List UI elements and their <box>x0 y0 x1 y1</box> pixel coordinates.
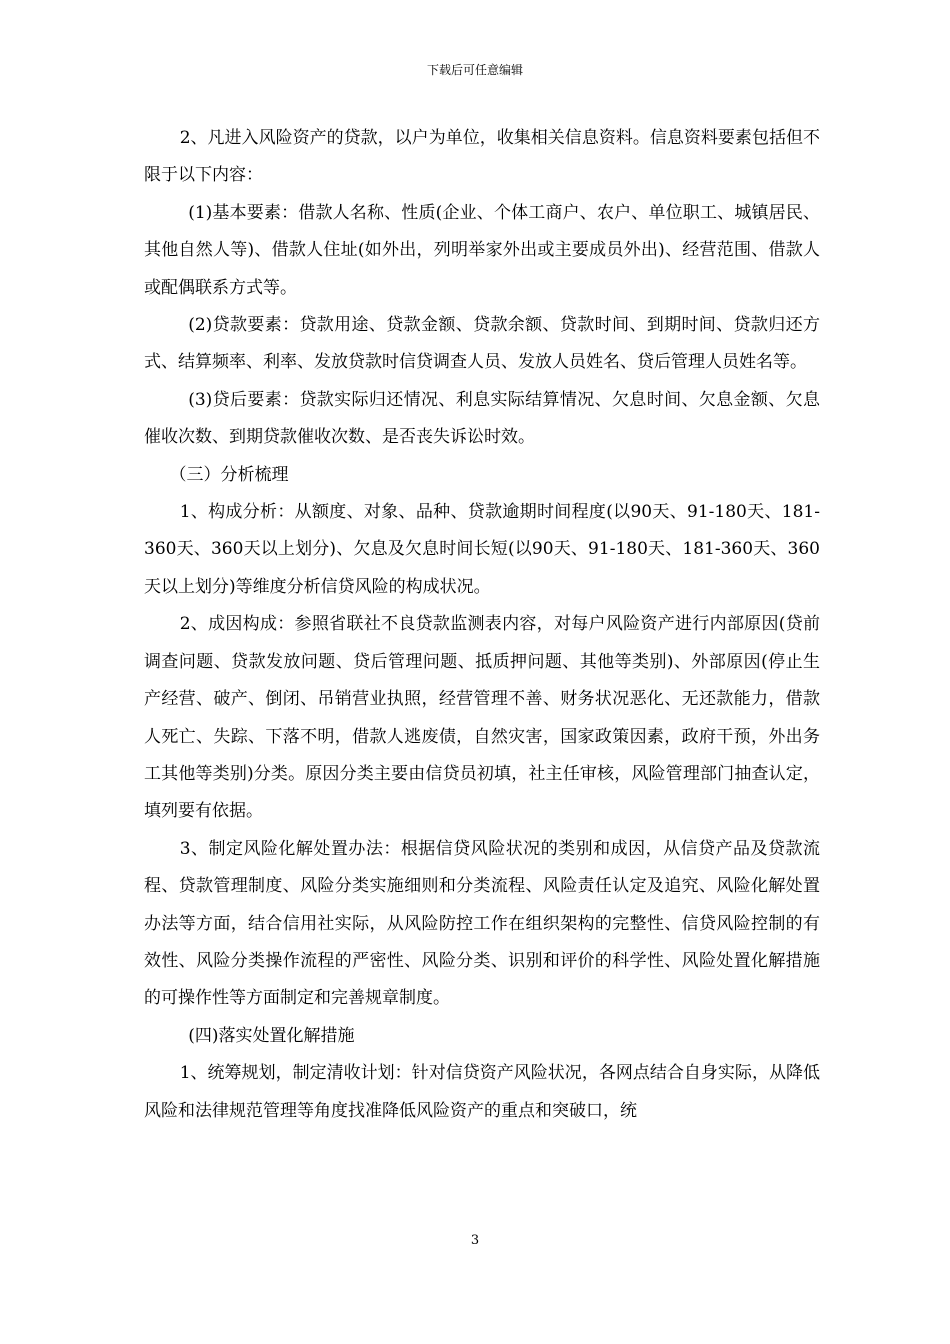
section-heading-analysis: （三）分析梳理 <box>169 464 289 485</box>
paragraph-disposal-methods: 3、制定风险化解处置办法：根据信贷风险状况的类别和成因，从信贷产品及贷款流程、贷款管理制度、风险分类实施细则和分类流程、风险责任认定及追究、风险化解处置办法等方面，结合信用社实际，从风险防控工作在组织架构的完整性、信贷风险控制的有效性、风险分类操作流程的严密性、风险分类、识别和评价的科学性、风险处置化解措施的可操作性等方面制定和完善规章制度。 <box>144 838 820 1009</box>
section-heading-implementation: (四)落实处置化解措施 <box>188 1025 355 1046</box>
paragraph-basic-elements: (1)基本要素：借款人名称、性质(企业、个体工商户、农户、单位职工、城镇居民、其他自然人等)、借款人住址(如外出，列明举家外出或主要成员外出)、经营范围、借款人或配偶联系方式等。 <box>144 202 820 298</box>
document-body <box>144 120 820 1130</box>
paragraph-cause-composition: 2、成因构成：参照省联社不良贷款监测表内容，对每户风险资产进行内部原因(贷前调查问题、贷款发放问题、贷后管理问题、抵质押问题、其他等类别)、外部原因(停止生产经营、破产、倒闭、吊销营业执照，经营管理不善、财务状况恶化、无还款能力，借款人死亡、失踪、下落不明，借款人逃废债，自然灾害，国家政策因素，政府干预，外出务工其他等类别)分类。原因分类主要由信贷员初填，社主任审核，风险管理部门抽查认定，填列要有依据。 <box>144 614 820 822</box>
paragraph-collection-plan: 1、统筹规划，制定清收计划：针对信贷资产风险状况，各网点结合自身实际，从降低风险和法律规范管理等角度找准降低风险资产的重点和突破口，统 <box>144 1063 820 1121</box>
paragraph-composition-analysis: 1、构成分析：从额度、对象、品种、贷款逾期时间程度(以90天、91-180天、181-360天、360天以上划分)、欠息及欠息时间长短(以90天、91-180天、181-360天、360天以上划分)等维度分析信贷风险的构成状况。 <box>144 502 820 597</box>
paragraph-post-loan-elements: (3)贷后要素：贷款实际归还情况、利息实际结算情况、欠息时间、欠息金额、欠息催收次数、到期贷款催收次数、是否丧失诉讼时效。 <box>144 389 820 448</box>
page-header: 下载后可任意编辑 <box>426 63 523 77</box>
paragraph-item-2: 2、凡进入风险资产的贷款，以户为单位，收集相关信息资料。信息资料要素包括但不限于以下内容： <box>144 128 820 186</box>
page-number: 3 <box>470 1233 480 1248</box>
paragraph-loan-elements: (2)贷款要素：贷款用途、贷款金额、贷款余额、贷款时间、到期时间、贷款归还方式、结算频率、利率、发放贷款时信贷调查人员、发放人员姓名、贷后管理人员姓名等。 <box>144 315 820 373</box>
